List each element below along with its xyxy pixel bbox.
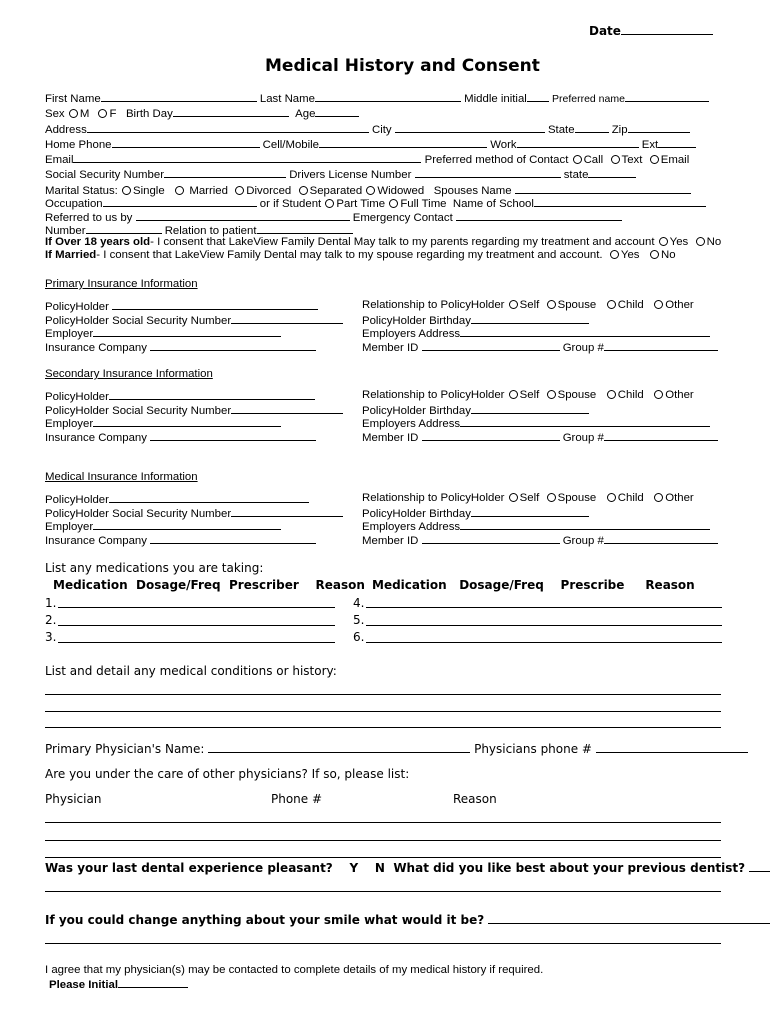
married-text: - I consent that LakeView Family Dental may talk to my spouse regarding my treatment and account. — [96, 249, 603, 261]
insurance-company-field[interactable] — [150, 430, 316, 441]
dental-pleasant-row — [45, 861, 770, 875]
email-field[interactable] — [73, 152, 421, 163]
over18-bold: If Over 18 years old — [45, 236, 151, 248]
ph-ssn-field[interactable] — [231, 403, 343, 414]
col-physician: Physician — [45, 792, 102, 806]
med-row-2 — [45, 613, 56, 627]
policyholder-row — [45, 389, 315, 404]
group-label: Group # — [562, 342, 604, 354]
work-label: Work — [490, 139, 517, 151]
email-opt-label: Email — [660, 154, 690, 166]
call-label: Call — [583, 154, 604, 166]
conditions-line-2[interactable] — [45, 711, 721, 712]
over18-no-label: No — [706, 236, 722, 248]
smile-line[interactable] — [45, 943, 721, 944]
insurance-company-row — [45, 340, 316, 355]
name-row — [45, 91, 709, 106]
number-field[interactable] — [86, 223, 162, 234]
employer-row — [45, 326, 281, 341]
initial-label: Please Initial — [49, 979, 119, 991]
med-header: Dosage/Freq — [459, 578, 544, 592]
med-header: Reason — [645, 578, 695, 592]
med-line-1[interactable] — [58, 607, 335, 608]
full-time-radio[interactable] — [389, 199, 398, 208]
state-field[interactable] — [575, 122, 609, 133]
liked-best-field[interactable] — [749, 861, 770, 872]
male-radio[interactable] — [69, 109, 78, 118]
home-phone-field[interactable] — [112, 137, 260, 148]
child-label: Child — [617, 492, 644, 504]
school-field[interactable] — [534, 196, 706, 207]
zip-field[interactable] — [628, 122, 690, 133]
text-radio[interactable] — [611, 155, 620, 164]
child-radio[interactable] — [607, 493, 616, 502]
self-radio[interactable] — [509, 493, 518, 502]
med-header: Dosage/Freq — [136, 578, 221, 592]
employers-address-label: Employers Address — [362, 521, 461, 533]
smile-change-field[interactable] — [488, 913, 770, 924]
physician-line-2[interactable] — [45, 840, 721, 841]
ph-ssn-field[interactable] — [231, 506, 343, 517]
policyholder-field[interactable] — [109, 389, 315, 400]
group-label: Group # — [562, 535, 604, 547]
med-headers-left — [53, 578, 365, 592]
separated-radio[interactable] — [299, 186, 308, 195]
ph-ssn-label: PolicyHolder Social Security Number — [45, 508, 232, 520]
date-label: Date — [589, 24, 621, 38]
other-physicians-prompt: Are you under the care of other physicians? If so, please list: — [45, 767, 410, 781]
child-label: Child — [617, 389, 644, 401]
med-headers-right — [372, 578, 695, 592]
spouse-label: Spouse — [557, 299, 597, 311]
employers-address-label: Employers Address — [362, 418, 461, 430]
child-label: Child — [617, 299, 644, 311]
member-id-field[interactable] — [422, 340, 560, 351]
first-name-field[interactable] — [101, 91, 257, 102]
referred-by-label: Referred to us by — [45, 212, 133, 224]
initial-field[interactable] — [118, 977, 188, 988]
member-row — [362, 533, 718, 548]
self-label: Self — [519, 492, 540, 504]
city-field[interactable] — [395, 122, 545, 133]
relation-field[interactable] — [257, 223, 353, 234]
member-id-field[interactable] — [422, 430, 560, 441]
conditions-prompt: List and detail any medical conditions or history: — [45, 664, 337, 678]
ph-birthday-field[interactable] — [471, 506, 589, 517]
over18-yes-label: Yes — [669, 236, 689, 248]
address-field[interactable] — [87, 122, 369, 133]
widowed-radio[interactable] — [366, 186, 375, 195]
secondary-insurance-title: Secondary Insurance Information — [45, 368, 213, 380]
med-line-6[interactable] — [366, 642, 722, 643]
email-row — [45, 152, 689, 167]
age-field[interactable] — [315, 106, 359, 117]
insurance-company-label: Insurance Company — [45, 432, 147, 444]
child-radio[interactable] — [607, 390, 616, 399]
policyholder-field[interactable] — [109, 492, 309, 503]
policyholder-row — [45, 492, 309, 507]
married-yes-radio[interactable] — [610, 250, 619, 259]
preferred-name-label: Preferred name — [552, 93, 625, 105]
group-label: Group # — [562, 432, 604, 444]
married-no-radio[interactable] — [650, 250, 659, 259]
dental-line[interactable] — [45, 891, 721, 892]
birth-day-label: Birth Day — [125, 108, 173, 120]
spouse-radio[interactable] — [547, 300, 556, 309]
employer-label: Employer — [45, 418, 94, 430]
physicians-phone-field[interactable] — [596, 742, 748, 753]
policyholder-label: PolicyHolder — [45, 301, 109, 313]
relationship-label: Relationship to PolicyHolder — [362, 492, 505, 504]
page-title: Medical History and Consent — [265, 56, 540, 76]
member-id-label: Member ID — [362, 432, 419, 444]
emergency-contact-field[interactable] — [456, 210, 622, 221]
spouses-name-field[interactable] — [515, 183, 691, 194]
member-id-label: Member ID — [362, 342, 419, 354]
med-header: Prescriber — [229, 578, 299, 592]
insurance-company-row — [45, 430, 316, 445]
drivers-license-label: Drivers License Number — [289, 169, 412, 181]
over18-text: - I consent that LakeView Family Dental May talk to my parents regarding my treatment and account — [150, 236, 655, 248]
emergency-contact-label: Emergency Contact — [352, 212, 453, 224]
med-row-4 — [353, 596, 364, 610]
occupation-row — [45, 196, 706, 211]
dental-pleasant-label: Was your last dental experience pleasant? — [45, 861, 333, 875]
spouse-label: Spouse — [557, 389, 597, 401]
liked-best-label: What did you like best about your previous dentist? — [393, 861, 746, 875]
call-radio[interactable] — [573, 155, 582, 164]
employer-row — [45, 519, 281, 534]
primary-physician-field[interactable] — [208, 742, 470, 753]
city-label: City — [371, 124, 392, 136]
med-number: 2. — [45, 613, 57, 627]
male-label: M — [79, 108, 90, 120]
ext-field[interactable] — [658, 137, 696, 148]
group-field[interactable] — [604, 430, 718, 441]
med-number: 6. — [353, 630, 365, 644]
divorced-radio[interactable] — [235, 186, 244, 195]
employers-address-label: Employers Address — [362, 328, 461, 340]
member-row — [362, 340, 718, 355]
single-radio[interactable] — [122, 186, 131, 195]
ph-birthday-label: PolicyHolder Birthday — [362, 508, 471, 520]
relationship-row — [362, 299, 694, 312]
female-radio[interactable] — [98, 109, 107, 118]
over18-consent — [45, 236, 721, 249]
employers-address-row — [362, 416, 710, 431]
employers-address-field[interactable] — [460, 326, 710, 337]
member-row — [362, 430, 718, 445]
zip-label: Zip — [611, 124, 628, 136]
self-label: Self — [519, 299, 540, 311]
self-radio[interactable] — [509, 300, 518, 309]
marital-status-label: Marital Status: — [45, 185, 118, 197]
ph-ssn-label: PolicyHolder Social Security Number — [45, 405, 232, 417]
relation-label: Relation to patient — [164, 225, 257, 237]
employers-address-row — [362, 326, 710, 341]
med-header: Prescribe — [560, 578, 625, 592]
birth-day-field[interactable] — [173, 106, 289, 117]
married-yes-label: Yes — [620, 249, 640, 261]
primary-physician-row — [45, 742, 748, 756]
med-row-3 — [45, 630, 56, 644]
other-label: Other — [665, 492, 694, 504]
occupation-field[interactable] — [103, 196, 257, 207]
ph-birthday-field[interactable] — [471, 313, 589, 324]
married-no-label: No — [661, 249, 676, 261]
employer-label: Employer — [45, 521, 94, 533]
divorced-label: Divorced — [246, 185, 292, 197]
employer-field[interactable] — [93, 519, 281, 530]
other-radio[interactable] — [654, 390, 663, 399]
referred-by-field[interactable] — [136, 210, 350, 221]
married-bold: If Married — [45, 249, 97, 261]
employers-address-field[interactable] — [460, 416, 710, 427]
agree-text: I agree that my physician(s) may be contacted to complete details of my medical history if required. — [45, 964, 544, 976]
full-time-label: Full Time — [400, 198, 447, 210]
single-label: Single — [132, 185, 165, 197]
school-label: Name of School — [452, 198, 534, 210]
date-line[interactable] — [621, 24, 713, 35]
policyholder-label: PolicyHolder — [45, 391, 109, 403]
address-row — [45, 122, 690, 137]
employer-field[interactable] — [93, 326, 281, 337]
no-option[interactable]: N — [374, 861, 385, 875]
med-line-2[interactable] — [58, 625, 335, 626]
med-line-3[interactable] — [58, 642, 335, 643]
med-row-5 — [353, 613, 364, 627]
physician-line-3[interactable] — [45, 857, 721, 858]
member-id-label: Member ID — [362, 535, 419, 547]
part-time-label: Part Time — [336, 198, 386, 210]
ph-birthday-field[interactable] — [471, 403, 589, 414]
initial-row — [49, 977, 188, 992]
home-phone-label: Home Phone — [45, 139, 112, 151]
other-radio[interactable] — [654, 300, 663, 309]
female-label: F — [109, 108, 117, 120]
conditions-line-3[interactable] — [45, 727, 721, 728]
state-label: State — [547, 124, 575, 136]
student-label: or if Student — [259, 198, 322, 210]
preferred-name-field[interactable] — [625, 91, 709, 102]
col-reason: Reason — [453, 792, 497, 806]
child-radio[interactable] — [607, 300, 616, 309]
yes-option[interactable]: Y — [349, 861, 359, 875]
first-name-label: First Name — [45, 93, 101, 105]
medical-insurance-title: Medical Insurance Information — [45, 471, 198, 483]
spouse-label: Spouse — [557, 492, 597, 504]
preferred-contact-label: Preferred method of Contact — [424, 154, 569, 166]
med-line-4[interactable] — [366, 607, 722, 608]
spouses-name-label: Spouses Name — [433, 185, 512, 197]
relationship-label: Relationship to PolicyHolder — [362, 299, 505, 311]
med-number: 3. — [45, 630, 57, 644]
occupation-label: Occupation — [45, 198, 103, 210]
med-row-1 — [45, 596, 56, 610]
last-name-field[interactable] — [315, 91, 461, 102]
date-field[interactable] — [589, 24, 713, 38]
med-header: Medication — [372, 578, 447, 592]
work-field[interactable] — [517, 137, 639, 148]
primary-physician-label: Primary Physician's Name: — [45, 742, 205, 756]
insurance-company-field[interactable] — [150, 340, 316, 351]
separated-label: Separated — [309, 185, 363, 197]
ssn-row — [45, 167, 636, 182]
ssn-label: Social Security Number — [45, 169, 165, 181]
insurance-company-label: Insurance Company — [45, 342, 147, 354]
dl-state-label: state — [563, 169, 589, 181]
sex-row — [45, 106, 359, 121]
policyholder-field[interactable] — [112, 299, 318, 310]
other-radio[interactable] — [654, 493, 663, 502]
other-label: Other — [665, 389, 694, 401]
physician-line-1[interactable] — [45, 822, 721, 823]
self-radio[interactable] — [509, 390, 518, 399]
insurance-company-label: Insurance Company — [45, 535, 147, 547]
med-header: Reason — [315, 578, 365, 592]
relationship-row — [362, 389, 694, 402]
policyholder-label: PolicyHolder — [45, 494, 109, 506]
member-id-field[interactable] — [422, 533, 560, 544]
sex-label: Sex — [45, 108, 65, 120]
number-label: Number — [45, 225, 86, 237]
phone-row — [45, 137, 696, 152]
address-label: Address — [45, 124, 87, 136]
relationship-row — [362, 492, 694, 505]
middle-initial-field[interactable] — [527, 91, 549, 102]
part-time-radio[interactable] — [325, 199, 334, 208]
ext-label: Ext — [641, 139, 659, 151]
smile-change-row — [45, 913, 770, 927]
policyholder-row — [45, 299, 318, 314]
married-label: Married — [189, 185, 228, 197]
insurance-company-field[interactable] — [150, 533, 316, 544]
med-number: 5. — [353, 613, 365, 627]
employers-address-row — [362, 519, 710, 534]
spouse-radio[interactable] — [547, 390, 556, 399]
med-number: 4. — [353, 596, 365, 610]
widowed-label: Widowed — [377, 185, 425, 197]
physicians-phone-label: Physicians phone # — [474, 742, 592, 756]
drivers-license-field[interactable] — [415, 167, 561, 178]
last-name-label: Last Name — [259, 93, 315, 105]
col-phone: Phone # — [271, 792, 323, 806]
dl-state-field[interactable] — [588, 167, 636, 178]
email-label: Email — [45, 154, 74, 166]
employers-address-field[interactable] — [460, 519, 710, 530]
med-number: 1. — [45, 596, 57, 610]
group-field[interactable] — [604, 533, 718, 544]
over18-no-radio[interactable] — [696, 237, 705, 246]
age-label: Age — [295, 108, 316, 120]
self-label: Self — [519, 389, 540, 401]
married-consent — [45, 249, 676, 262]
ph-birthday-label: PolicyHolder Birthday — [362, 315, 471, 327]
primary-insurance-title: Primary Insurance Information — [45, 278, 198, 290]
other-label: Other — [665, 299, 694, 311]
medications-prompt: List any medications you are taking: — [45, 561, 264, 575]
employer-field[interactable] — [93, 416, 281, 427]
ssn-field[interactable] — [164, 167, 286, 178]
group-field[interactable] — [604, 340, 718, 351]
employer-label: Employer — [45, 328, 94, 340]
spouse-radio[interactable] — [547, 493, 556, 502]
conditions-line-1[interactable] — [45, 694, 721, 695]
ph-birthday-label: PolicyHolder Birthday — [362, 405, 471, 417]
med-header: Medication — [53, 578, 128, 592]
ph-ssn-label: PolicyHolder Social Security Number — [45, 315, 232, 327]
med-line-5[interactable] — [366, 625, 722, 626]
insurance-company-row — [45, 533, 316, 548]
text-label: Text — [621, 154, 643, 166]
married-radio[interactable] — [175, 186, 184, 195]
smile-change-label: If you could change anything about your smile what would it be? — [45, 913, 485, 927]
cell-field[interactable] — [319, 137, 487, 148]
relationship-label: Relationship to PolicyHolder — [362, 389, 505, 401]
over18-yes-radio[interactable] — [659, 237, 668, 246]
ph-ssn-field[interactable] — [231, 313, 343, 324]
cell-label: Cell/Mobile — [262, 139, 320, 151]
middle-initial-label: Middle initial — [464, 93, 527, 105]
email-radio[interactable] — [650, 155, 659, 164]
med-row-6 — [353, 630, 364, 644]
employer-row — [45, 416, 281, 431]
